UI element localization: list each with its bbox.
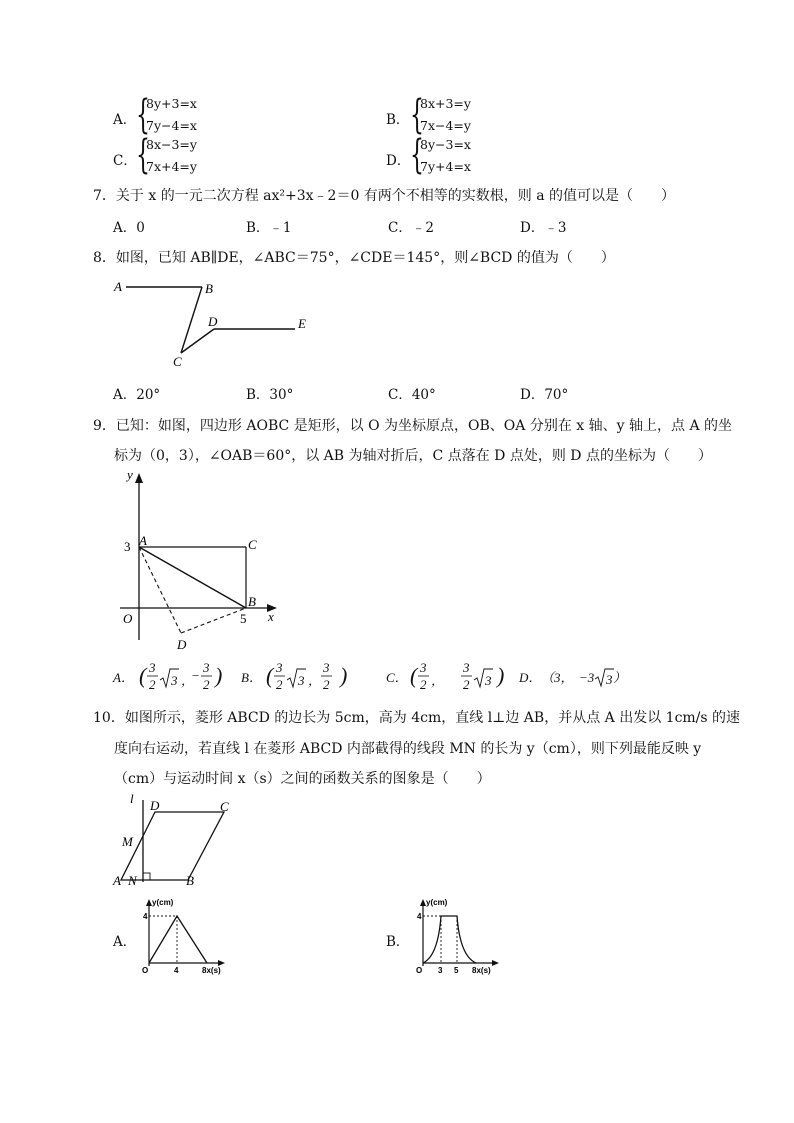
- question-7-text: 7．关于 x 的一元二次方程 ax²+3x﹣2＝0 有两个不相等的实数根，则 a 的值可以是（ ）: [93, 188, 676, 204]
- frac-den: 2: [203, 677, 210, 692]
- svg-text:(: (: [139, 663, 147, 688]
- q9-option-b-letter: B．: [241, 670, 262, 685]
- question-8-text: 8．如图，已知 AB∥DE，∠ABC＝75°，∠CDE＝145°，则∠BCD 的值为（ ）: [93, 250, 615, 266]
- x-axis-label: 8x(s): [472, 966, 491, 975]
- segment-db-dashed: [181, 608, 246, 633]
- svg-text:): ): [497, 663, 505, 688]
- label-a: A: [139, 533, 147, 548]
- equation: 7x−4=y: [420, 118, 471, 133]
- tick-x-3: 3: [438, 966, 443, 975]
- radicand: 3: [171, 673, 178, 688]
- q6-option-a-system: [146, 93, 197, 137]
- q10-option-b-letter: B．: [386, 934, 410, 950]
- brace-icon: {: [410, 132, 424, 178]
- label-e: E: [298, 316, 306, 331]
- q6-option-c-system: [146, 134, 197, 178]
- equation: 7x+4=y: [146, 159, 197, 174]
- label-b: B: [205, 281, 213, 296]
- q10-option-b-graph: [414, 896, 504, 978]
- q7-option-a: A．0: [113, 220, 145, 236]
- equation: 7y−4=x: [146, 118, 197, 133]
- q7-option-b: B．﹣1: [246, 220, 292, 236]
- y-axis-label: y(cm): [152, 898, 174, 907]
- q6-option-d-system: [420, 134, 471, 178]
- svg-text:，: ，: [431, 673, 445, 688]
- radicand: 3: [485, 673, 492, 688]
- svg-text:): ): [215, 663, 223, 688]
- frac-num: 3: [463, 660, 470, 675]
- rhombus-abcd: [121, 812, 224, 880]
- label-x: x: [268, 609, 274, 624]
- label-d: D: [177, 637, 187, 652]
- frac-den: 2: [149, 677, 156, 692]
- q8-option-b: B．30°: [246, 387, 294, 403]
- label-c: C: [173, 354, 182, 369]
- tick-4: 4: [143, 912, 148, 921]
- brace-icon: {: [410, 92, 424, 138]
- tick-4: 4: [417, 912, 422, 921]
- label-o: O: [123, 611, 133, 626]
- label-d: D: [150, 798, 160, 813]
- q6-option-c-letter: C．: [113, 153, 137, 169]
- sign: −: [191, 668, 200, 683]
- q9-options: [105, 658, 665, 698]
- q9-option-a-letter: A．: [113, 670, 134, 685]
- frac-num: 3: [276, 660, 283, 675]
- segment-cd: [181, 329, 214, 353]
- y-axis-arrow-icon: [135, 473, 143, 483]
- q9-option-d-part-a: （3，: [541, 670, 574, 685]
- svg-text:(: (: [266, 663, 274, 688]
- q6-option-d-letter: D．: [386, 153, 411, 169]
- segment-bc: [181, 287, 202, 353]
- q8-option-a: A．20°: [113, 387, 161, 403]
- q10-option-a-graph: [140, 896, 230, 978]
- origin-label: O: [142, 966, 149, 975]
- graph-line: [149, 916, 207, 963]
- tick-5: 5: [240, 611, 247, 626]
- q9-option-d-letter: D．: [519, 670, 542, 685]
- question-9-line-1: 9．已知：如图，四边形 AOBC 是矩形，以 O 为坐标原点，OB、OA 分别在 x 轴、y 轴上，点 A 的坐: [93, 418, 733, 434]
- svg-text:，: ，: [181, 673, 195, 688]
- frac-den: 2: [463, 677, 470, 692]
- label-a: A: [114, 279, 122, 294]
- label-d: D: [208, 314, 218, 329]
- y-axis-label: y(cm): [426, 898, 448, 907]
- equation: 8y−3=x: [420, 137, 471, 152]
- label-y: y: [127, 468, 133, 482]
- equation: 8x+3=y: [420, 96, 471, 111]
- tick-3: 3: [124, 539, 131, 554]
- q7-option-d: D．﹣3: [520, 220, 567, 236]
- frac-den: 2: [323, 677, 330, 692]
- label-a: A: [113, 873, 121, 888]
- q9-option-d-part-c: ）: [613, 670, 627, 685]
- q8-option-d: D．70°: [520, 387, 569, 403]
- origin-label: O: [416, 966, 423, 975]
- q9-option-d-part-b: −3: [579, 670, 595, 685]
- x-axis-arrow-icon: [492, 960, 499, 966]
- q8-option-c: C．40°: [388, 387, 436, 403]
- frac-num: 3: [420, 660, 427, 675]
- brace-icon: {: [136, 132, 150, 178]
- svg-text:，: ，: [308, 673, 322, 688]
- q7-option-c: C．﹣2: [388, 220, 434, 236]
- label-b: B: [248, 594, 256, 609]
- label-l: l: [130, 791, 134, 806]
- frac-den: 2: [276, 677, 283, 692]
- label-c: C: [220, 799, 229, 814]
- brace-icon: {: [136, 92, 150, 138]
- frac-num: 3: [149, 660, 156, 675]
- svg-text:): ): [340, 663, 348, 688]
- q6-option-a-letter: A．: [113, 112, 137, 128]
- frac-num: 3: [323, 660, 330, 675]
- question-10-line-3: （cm）与运动时间 x（s）之间的函数关系的图象是（ ）: [114, 771, 491, 787]
- label-n: N: [128, 873, 137, 888]
- q10-option-a-letter: A．: [113, 934, 137, 950]
- segment-ab: [139, 547, 246, 608]
- label-m: M: [122, 834, 133, 849]
- question-10-line-2: 度向右运动，若直线 l 在菱形 ABCD 内部截得的线段 MN 的长为 y（cm），则下列最能反映 y: [114, 741, 702, 757]
- q10-figure: [108, 790, 248, 895]
- equation: 8x−3=y: [146, 137, 197, 152]
- q6-option-b-letter: B．: [386, 112, 410, 128]
- q9-option-c-letter: C．: [386, 670, 408, 685]
- frac-den: 2: [420, 677, 427, 692]
- q9-figure: [110, 468, 290, 658]
- equation: 7y+4=x: [420, 159, 471, 174]
- graph-line: [423, 916, 476, 963]
- q8-figure: [105, 275, 325, 375]
- equation: 8y+3=x: [146, 96, 197, 111]
- x-axis-label: 8x(s): [202, 966, 221, 975]
- question-10-line-1: 10．如图所示，菱形 ABCD 的边长为 5cm，高为 4cm，直线 l⊥边 AB，并从点 A 出发以 1cm/s 的速: [93, 710, 741, 726]
- svg-text:(: (: [410, 663, 418, 688]
- right-angle-icon: [143, 873, 150, 880]
- tick-x-4: 4: [174, 966, 179, 975]
- tick-x-5: 5: [454, 966, 459, 975]
- label-b: B: [186, 873, 194, 888]
- radicand: 3: [298, 673, 305, 688]
- question-9-line-2: 标为（0，3），∠OAB＝60°，以 AB 为轴对折后，C 点落在 D 点处，则 D 点的坐标为（ ）: [114, 448, 712, 464]
- segment-ad-dashed: [139, 547, 181, 633]
- frac-num: 3: [203, 660, 210, 675]
- q6-option-b-system: [420, 93, 471, 137]
- label-c: C: [248, 537, 257, 552]
- radicand: 3: [606, 672, 613, 687]
